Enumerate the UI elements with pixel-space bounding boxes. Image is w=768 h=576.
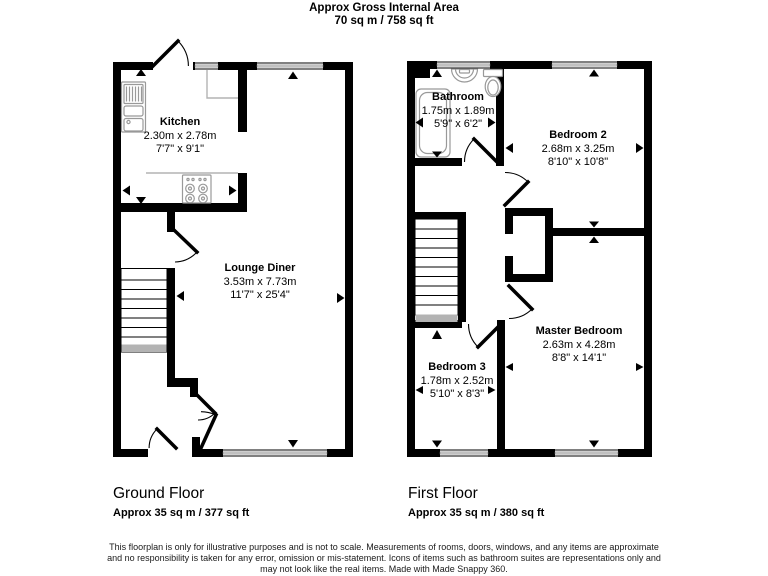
staircase [121,269,167,353]
door-swing [198,396,216,448]
measure-arrow [589,70,599,77]
measure-arrow [589,441,599,448]
door-swing [465,139,498,162]
window [437,61,490,69]
front-door-opening [148,449,192,457]
measure-arrow [136,197,146,204]
measure-arrow [432,330,442,339]
room-dim-imperial: 8'8" x 14'1" [551,352,607,364]
room-name: Kitchen [159,116,201,128]
room-label-bathroom [397,91,519,132]
measure-arrow [229,186,237,196]
room-name: Bathroom [432,91,484,103]
window [555,449,618,457]
first-floor-label: First Floor [408,485,478,502]
staircase [415,219,458,322]
disclaimer-line: and no responsibility is taken for any error, omission or mis-statement. Icons of items such as bathroom suites are representations only and [107,553,661,563]
window [223,449,327,457]
measure-arrow [589,237,599,244]
room-dim-imperial: 11'7" x 25'4" [230,289,290,301]
hob-icon [183,175,212,203]
measure-arrow [288,440,298,448]
door-swing [175,231,197,262]
room-dim-metric: 1.78m x 2.52m [420,374,494,387]
room-dim-imperial: 5'9" x 6'2" [433,118,483,130]
measure-arrow [337,293,345,303]
room-label-bedroom-3 [382,361,532,402]
room-dim-metric: 3.53m x 7.73m [223,275,297,288]
corner-pier [407,61,430,78]
window [552,61,617,69]
window [257,62,323,70]
disclaimer-line: may not look like the real items. Made with Made Snappy 360. [260,564,508,574]
room-dim-imperial: 5'10" x 8'3" [429,388,485,400]
measure-arrow [136,69,146,76]
disclaimer [0,542,768,575]
room-label-lounge-diner [185,262,335,303]
gross-area-value: 70 sq m / 758 sq ft [334,15,434,27]
ground-floor-label: Ground Floor [113,485,205,502]
measure-arrow [288,72,298,80]
first-floor-area: Approx 35 sq m / 380 sq ft [408,507,545,519]
room-label-kitchen [110,116,250,157]
ground-floor-area: Approx 35 sq m / 377 sq ft [113,507,250,519]
measure-arrow [589,222,599,228]
room-dim-metric: 1.75m x 1.89m [421,104,495,117]
room-dim-metric: 2.63m x 4.28m [542,338,616,351]
door-swing [149,429,176,448]
door-swing [505,172,528,205]
room-label-bedroom-2 [503,129,653,170]
window [440,449,488,457]
room-dim-metric: 2.30m x 2.78m [143,129,217,142]
room-name: Bedroom 2 [549,129,607,141]
measure-arrow [177,291,185,301]
ground-floor-plan [113,41,353,457]
door-swing [509,286,532,319]
measure-arrow [432,441,442,448]
room-dim-imperial: 8'10" x 10'8" [547,156,609,168]
room-label-master-bedroom [499,325,659,366]
gross-area-title: Approx Gross Internal Area [309,2,459,14]
room-dim-metric: 2.68m x 3.25m [541,142,615,155]
room-dim-imperial: 7'7" x 9'1" [155,143,205,155]
room-name: Master Bedroom [535,325,623,337]
room-name: Bedroom 3 [428,361,486,373]
disclaimer-line: This floorplan is only for illustrative purposes and is not to scale. Measurements of rooms, doors, windows, and any items are approximate [109,542,659,552]
measure-arrow [123,186,131,196]
window [195,62,218,70]
back-door-opening [153,62,193,70]
measure-arrow [432,70,442,78]
basin-icon [452,69,478,82]
door-swing [468,324,501,347]
room-name: Lounge Diner [224,262,296,274]
